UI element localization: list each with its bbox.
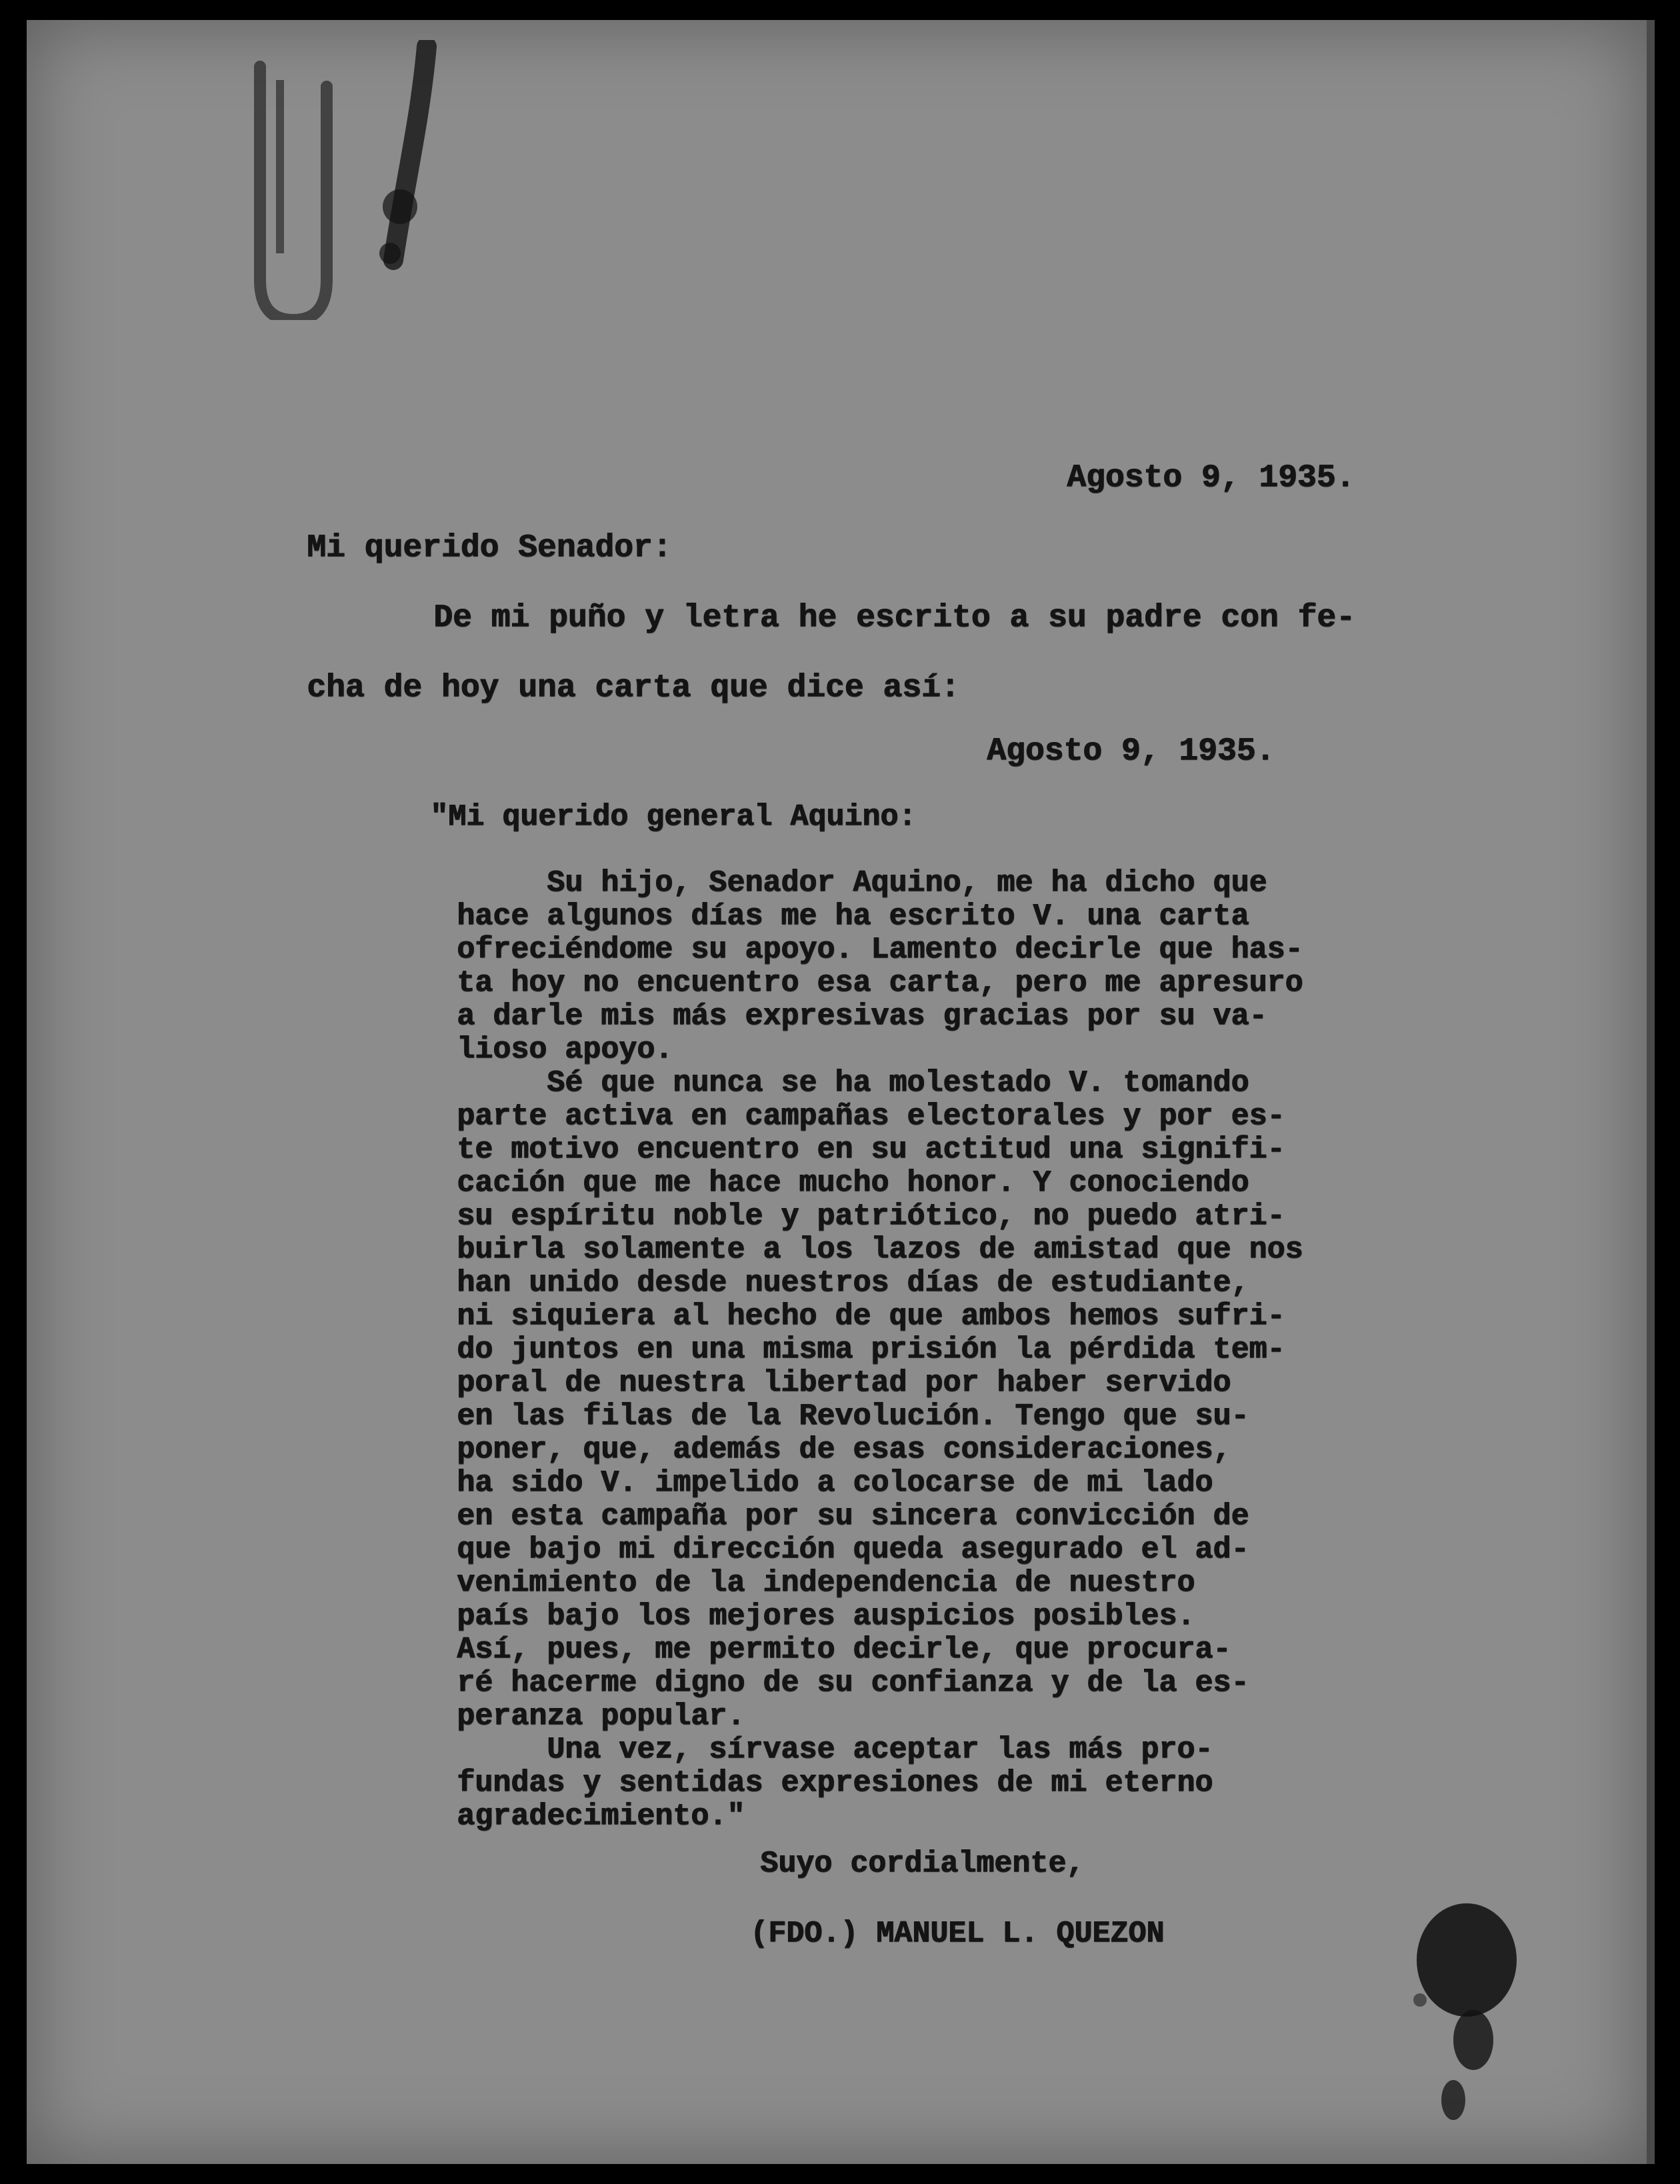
letter-closing: Suyo cordialmente,	[760, 1847, 1085, 1881]
letter-page	[27, 20, 1647, 2164]
intro-line-1: De mi puño y letra he escrito a su padre con fe-	[433, 600, 1355, 636]
quoted-letter-date: Agosto 9, 1935.	[987, 733, 1275, 769]
quoted-letter-body: Su hijo, Senador Aquino, me ha dicho que hace algunos días me ha escrito V. una carta ofreciéndome su apoyo. Lamento decirle que has- ta hoy no encuentro esa carta, pero me apresuro a darle mis más expresivas gracias por su va- lioso apoyo. Sé que nunca se ha molestado V. tomando parte activa en campañas electorales y por es- te motivo encuentro en su actitud una signifi- cación que me hace mucho honor. Y conociendo su espíritu noble y patriótico, no puedo atri- buirla solamente a los lazos de amistad que nos han unido desde nuestros días de estudiante, ni siquiera al hecho de que ambos hemos sufri- do juntos en una misma prisión la pérdida tem- poral de nuestra libertad por haber servido en las filas de la Revolución. Tengo que su- poner, que, además de esas consideraciones, ha sido V. impelido a colocarse de mi lado en esta campaña por su sincera convicción de que bajo mi dirección queda asegurado el ad- venimiento de la independencia de nuestro país bajo los mejores auspicios posibles. Así, pues, me permito decirle, que procura- ré hacerme digno de su confianza y de la es- peranza popular. Una vez, sírvase aceptar las más pro- fundas y sentidas expresiones de mi eterno agradecimiento."	[457, 866, 1303, 1833]
intro-line-2: cha de hoy una carta que dice así:	[307, 670, 960, 706]
page-edge	[1647, 20, 1655, 2164]
bleed-through-text	[993, 547, 1153, 577]
quoted-letter-salutation: "Mi querido general Aquino:	[430, 800, 917, 834]
ink-blot-mark	[1373, 1887, 1573, 2140]
letter-signature: (FDO.) MANUEL L. QUEZON	[750, 1917, 1165, 1951]
letter-date: Agosto 9, 1935.	[1067, 460, 1355, 496]
paper-clip-mark	[220, 40, 540, 320]
letter-salutation: Mi querido Senador:	[307, 530, 672, 566]
